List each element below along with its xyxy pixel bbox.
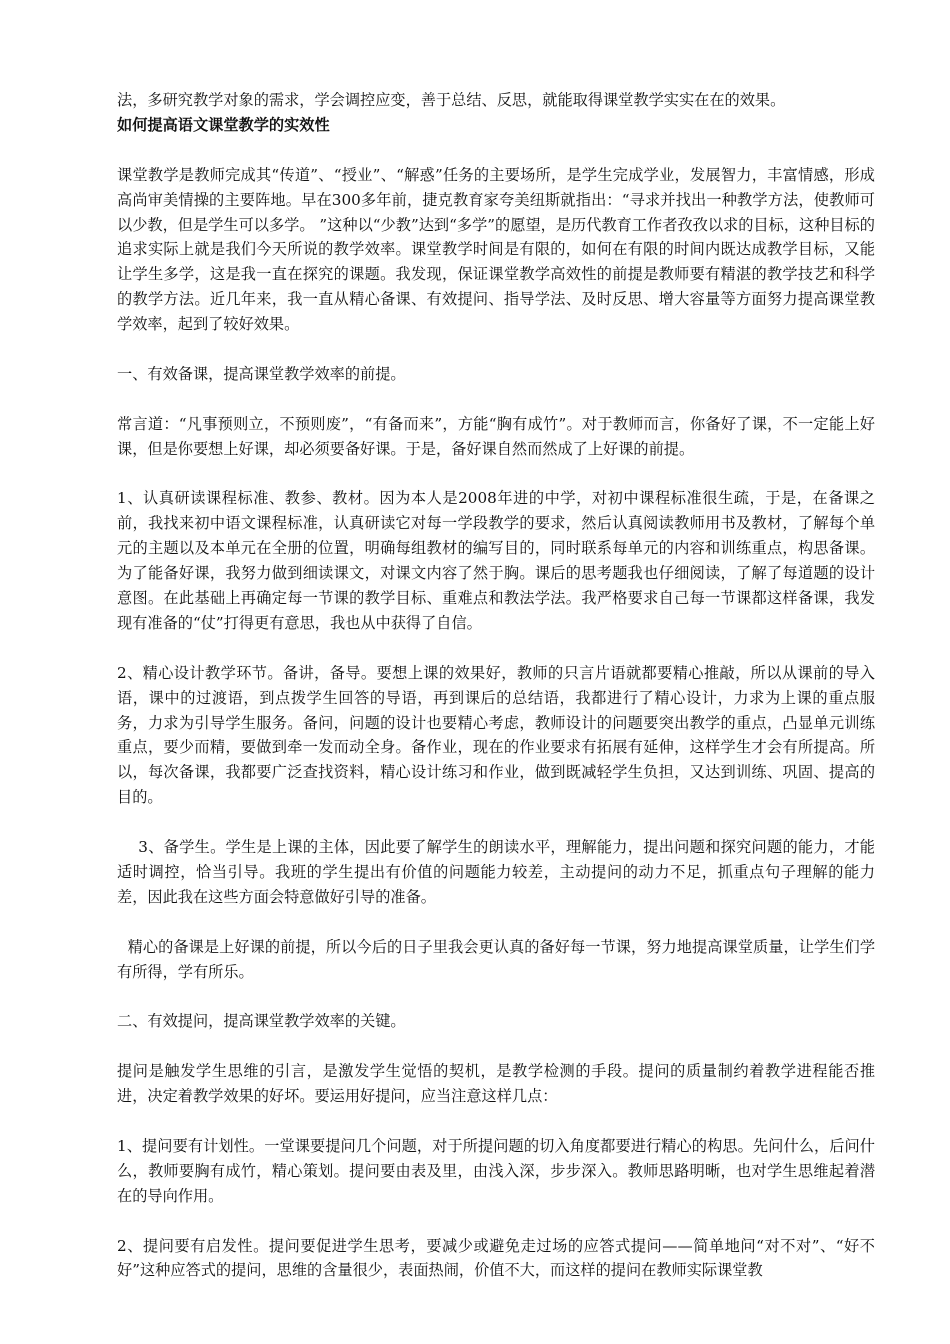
- section-1-summary-paragraph: 精心的备课是上好课的前提，所以今后的日子里我会更认真的备好每一节课，努力地提高课堂质量，让学生们学有所得，学有所乐。: [117, 937, 875, 981]
- section-1-heading: 一、有效备课，提高课堂教学效率的前提。: [117, 364, 406, 383]
- paragraph-gap: [117, 636, 875, 661]
- intro-paragraph: 课堂教学是教师完成其“传道”、“授业”、“解惑”任务的主要场所，是学生完成学业，发展智力，丰富情感，形成高尚审美情操的主要阵地。早在300多年前，捷克教育家夸美纽斯就指出：“寻求并找出一种教学方法，使教师可以少教，但是学生可以多学。 ”这种以“少教”达到“多学”的愿望，是历代教育工作者孜孜以求的目标，这种目标的追求实际上就是我们今天所说的教学效率。课堂教学时间是有限的，如何在有限的时间内既达成教学目标，又能让学生多学，这是我一直在探究的课题。我发现，保证课堂教学高效性的前提是教师要有精湛的教学技艺和科学的教学方法。近几年来，我一直从精心备课、有效提问、指导学法、及时反思、增大容量等方面努力提高课堂教学效率，起到了较好效果。: [117, 165, 875, 334]
- section-2-item-1-paragraph: 1、提问要有计划性。一堂课要提问几个问题，对于所提问题的切入角度都要进行精心的构思。先问什么，后问什么，教师要胸有成竹，精心策划。提问要由表及里，由浅入深，步步深入。教师思路明晰，也对学生思维起着潜在的导向作用。: [117, 1136, 875, 1205]
- section-2-heading: 二、有效提问，提高课堂教学效率的关键。: [117, 1012, 406, 1031]
- paragraph-gap: [117, 337, 875, 362]
- paragraph-gap: [117, 1209, 875, 1234]
- section-1-item-1-paragraph: 1、认真研读课程标准、教参、教材。因为本人是2008年进的中学，对初中课程标准很生疏，于是，在备课之前，我找来初中语文课程标准，认真研读它对每一学段教学的要求，然后认真阅读教师用书及教材，了解每个单元的主题以及本单元在全册的位置，明确每组教材的编写目的，同时联系每单元的内容和训练重点，构思备课。为了能备好课，我努力做到细读课文，对课文内容了然于胸。课后的思考题我也仔细阅读，了解了每道题的设计意图。在此基础上再确定每一节课的教学目标、重难点和教法学法。我严格要求自己每一节课都这样备课，我发现有准备的“仗”打得更有意思，我也从中获得了自信。: [117, 489, 875, 632]
- lead-fragment-paragraph: 法，多研究教学对象的需求，学会调控应变，善于总结、反思，就能取得课堂教学实实在在的效果。: [117, 91, 786, 109]
- section-1-item-2-paragraph: 2、精心设计教学环节。备讲，备导。要想上课的效果好，教师的只言片语就都要精心推敲，所以从课前的导入语，课中的过渡语，到点拨学生回答的导语，再到课后的总结语，我都进行了精心设计，力求为上课的重点服务，力求为引导学生服务。备问，问题的设计也要精心考虑，教师设计的问题要突出教学的重点，凸显单元训练重点，要少而精，要做到牵一发而动全身。备作业，现在的作业要求有拓展有延伸，这样学生才会有所提高。所以，每次备课，我都要广泛查找资料，精心设计练习和作业，做到既减轻学生负担，又达到训练、巩固、提高的目的。: [117, 663, 875, 807]
- paragraph-gap: [117, 1034, 875, 1059]
- paragraph-gap: [117, 985, 875, 1010]
- paragraph-gap: [117, 910, 875, 935]
- document-page: [117, 88, 875, 1283]
- section-2-item-2-paragraph: 2、提问要有启发性。提问要促进学生思考，要减少或避免走过场的应答式提问——简单地问“对不对”、“好不好”这种应答式的提问，思维的含量很少，表面热闹，价值不大，而这样的提问在教师实际课堂教: [117, 1236, 875, 1280]
- section-1-intro-paragraph: 常言道：“凡事预则立，不预则废”，“有备而来”，方能“胸有成竹”。对于教师而言，你备好了课，不一定能上好课，但是你要想上好课，却必须要备好课。于是，备好课自然而然成了上好课的前提。: [117, 414, 875, 458]
- section-2-intro-paragraph: 提问是触发学生思维的引言，是激发学生觉悟的契机，是教学检测的手段。提问的质量制约着教学进程能否推进，决定着教学效果的好坏。要运用好提问，应当注意这样几点：: [117, 1062, 875, 1106]
- paragraph-gap: [117, 1109, 875, 1134]
- paragraph-gap: [117, 387, 875, 412]
- paragraph-gap: [117, 138, 875, 163]
- paragraph-gap: [117, 462, 875, 487]
- paragraph-gap: [117, 810, 875, 835]
- document-title: 如何提高语文课堂教学的实效性: [117, 115, 330, 134]
- section-1-item-3-paragraph: 3、备学生。学生是上课的主体，因此要了解学生的朗读水平，理解能力，提出问题和探究问题的能力，才能适时调控，恰当引导。我班的学生提出有价值的问题能力较差，主动提问的动力不足，抓重点句子理解的能力差，因此我在这些方面会特意做好引导的准备。: [117, 838, 875, 906]
